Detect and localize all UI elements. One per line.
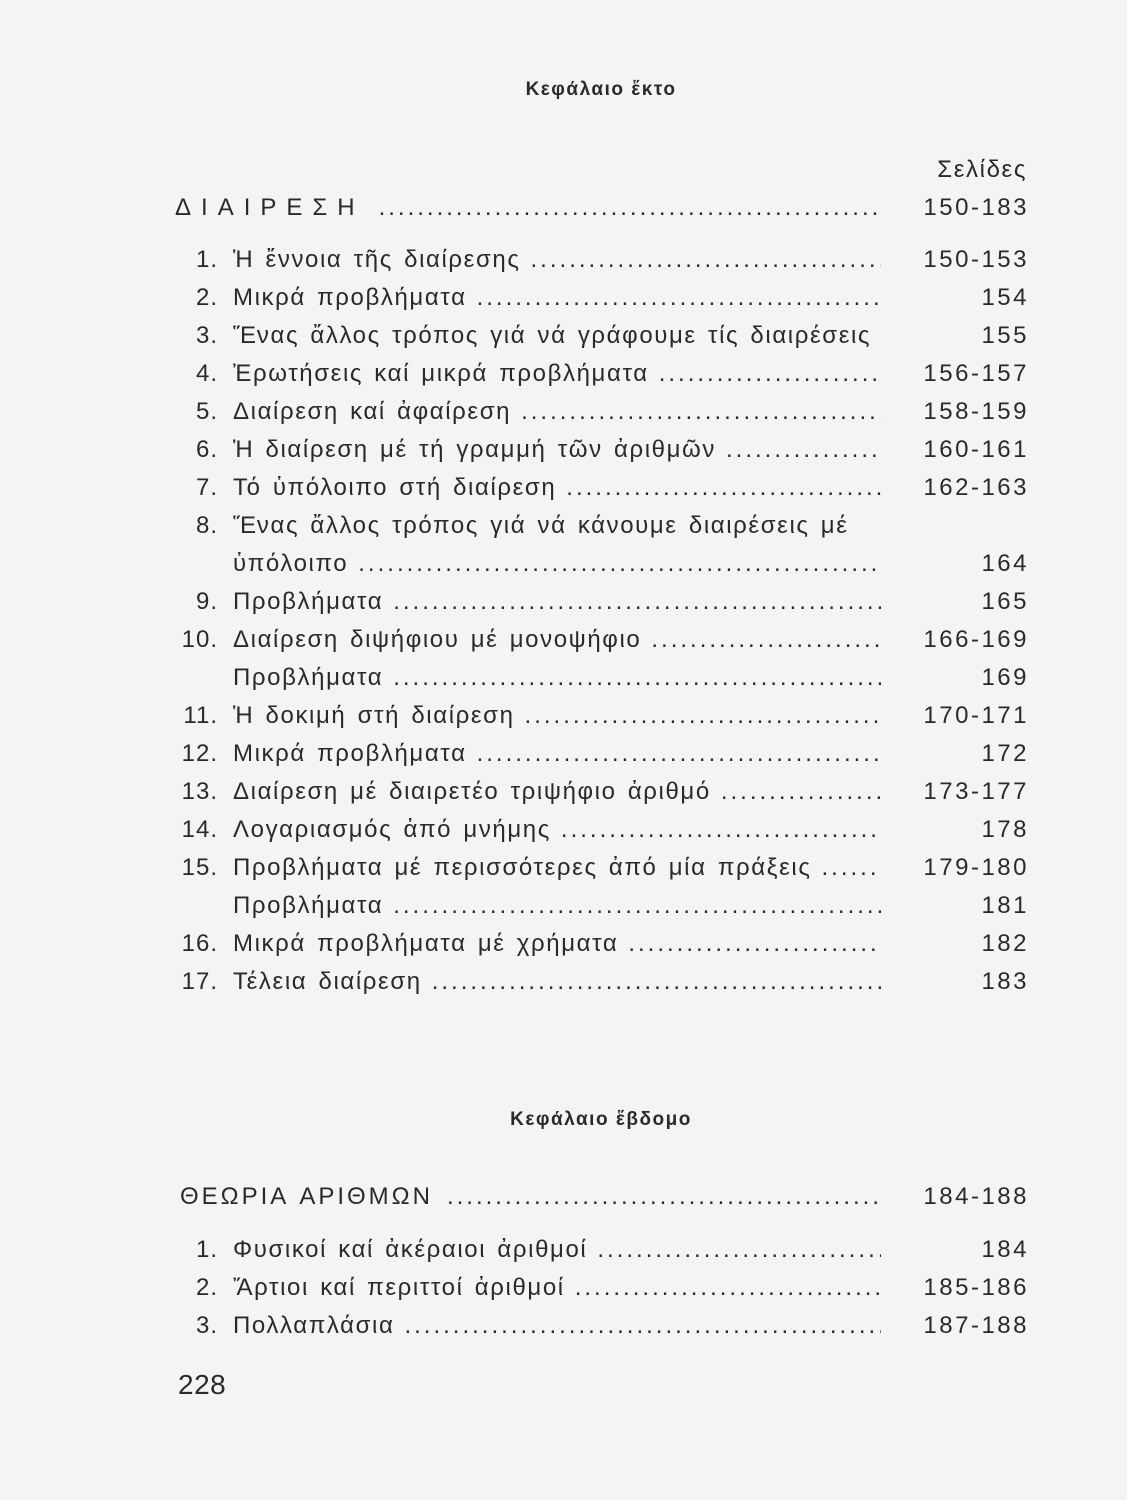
- entry-title: Ἡ ἔννοια τῆς διαίρεσης: [233, 246, 521, 273]
- entry-number: 10.: [181, 626, 218, 653]
- entry-pages: 169: [981, 664, 1029, 691]
- entry-number: 17.: [181, 968, 218, 995]
- entry-number: 3.: [195, 1312, 218, 1339]
- entry-number: 15.: [181, 854, 218, 881]
- section-pages: 150-183: [923, 194, 1029, 221]
- section-title: ΔΙΑΙΡΕΣΗ: [175, 194, 365, 221]
- toc-list: [175, 1231, 1027, 1345]
- entry-pages: 158-159: [923, 398, 1029, 425]
- toc-entry: [175, 355, 1027, 393]
- toc-entry: [175, 811, 1027, 849]
- entry-number: 4.: [195, 360, 218, 387]
- entry-title: Προβλήματα: [233, 664, 384, 691]
- toc-entry: [175, 697, 1027, 735]
- dot-leader: [447, 1178, 881, 1216]
- section-heading-row: [175, 1178, 1027, 1216]
- entry-number: 2.: [195, 1274, 218, 1301]
- entry-number: 5.: [195, 398, 218, 425]
- entry-pages: 173-177: [923, 778, 1029, 805]
- toc-list: [175, 241, 1027, 1001]
- toc-entry: [175, 241, 1027, 279]
- entry-pages: 170-171: [923, 702, 1029, 729]
- entry-pages: 185-186: [923, 1274, 1029, 1301]
- chapter-title: Κεφάλαιο ἕκτο: [525, 79, 677, 100]
- entry-number: 12.: [181, 740, 218, 767]
- dot-leader: [477, 735, 881, 773]
- entry-pages: 150-153: [923, 246, 1029, 273]
- entry-number: 3.: [195, 322, 218, 349]
- dot-leader: [393, 659, 881, 697]
- toc-entry: [175, 773, 1027, 811]
- entry-number: 2.: [195, 284, 218, 311]
- section-heading: [175, 1178, 1027, 1216]
- dot-leader: [477, 279, 881, 317]
- entry-title: Ἡ διαίρεση μέ τή γραμμή τῶν ἀριθμῶν: [233, 436, 716, 463]
- entry-title: Προβλήματα: [233, 588, 384, 615]
- entry-title: Ἡ δοκιμή στή διαίρεση: [233, 702, 515, 729]
- entry-title: Προβλήματα: [233, 892, 384, 919]
- entry-pages: 162-163: [923, 474, 1029, 501]
- dot-leader: [726, 431, 881, 469]
- entry-number: 6.: [195, 436, 218, 463]
- entry-pages: 181: [981, 892, 1029, 919]
- entry-title: Τέλεια διαίρεση: [233, 968, 422, 995]
- entry-title: Πολλαπλάσια: [233, 1312, 395, 1339]
- entry-number: 9.: [195, 588, 218, 615]
- entry-title: Προβλήματα μέ περισσότερες ἀπό μία πράξεις: [233, 854, 812, 881]
- entry-number: 13.: [181, 778, 218, 805]
- dot-leader: [404, 1307, 881, 1345]
- toc-entry: [175, 621, 1027, 659]
- dot-leader: [721, 773, 881, 811]
- toc-entry-continuation: [175, 545, 1027, 583]
- entry-number: 8.: [195, 512, 218, 539]
- page-number: 228: [178, 1369, 227, 1400]
- entry-title: Ἕνας ἄλλος τρόπος γιά νά γράφουμε τίς διαιρέσεις: [233, 322, 872, 349]
- dot-leader: [521, 393, 881, 431]
- section-pages: 184-188: [923, 1183, 1029, 1210]
- entry-number: 11.: [183, 702, 218, 729]
- dot-leader: [393, 887, 881, 925]
- toc-entry: [175, 431, 1027, 469]
- entry-title: Τό ὑπόλοιπο στή διαίρεση: [233, 474, 557, 501]
- dot-leader: [628, 925, 881, 963]
- dot-leader: [432, 963, 881, 1001]
- toc-subentry: [175, 659, 1027, 697]
- dot-leader: [358, 545, 881, 583]
- entry-title: Ἐρωτήσεις καί μικρά προβλήματα: [233, 360, 649, 387]
- toc-entry: [175, 925, 1027, 963]
- entry-pages: 172: [981, 740, 1029, 767]
- entry-number: 7.: [195, 474, 218, 501]
- entry-title: Διαίρεση μέ διαιρετέο τριψήφιο ἀριθμό: [233, 778, 711, 805]
- toc-entry: [175, 583, 1027, 621]
- entry-pages: 154: [981, 284, 1029, 311]
- entry-pages: 182: [981, 930, 1029, 957]
- entry-pages: 155: [981, 322, 1029, 349]
- dot-leader: [822, 849, 882, 887]
- toc-entry: [175, 1231, 1027, 1269]
- entry-pages: 165: [981, 588, 1029, 615]
- toc-entry: [175, 393, 1027, 431]
- section-heading-row: [175, 189, 1027, 227]
- pages-column-label: Σελίδες: [937, 156, 1027, 183]
- entry-title: Διαίρεση καί ἀφαίρεση: [233, 398, 512, 425]
- entry-title: Φυσικοί καί ἀκέραιοι ἀριθμοί: [233, 1236, 588, 1263]
- toc-entry: [175, 469, 1027, 507]
- entry-pages: 178: [981, 816, 1029, 843]
- chapter-title: Κεφάλαιο ἕβδομο: [510, 1109, 692, 1130]
- section-title: ΘΕΩΡΙΑ ΑΡΙΘΜΩΝ: [180, 1183, 433, 1210]
- entry-pages: 183: [981, 968, 1029, 995]
- entry-title-continued: ὑπόλοιπο: [233, 550, 349, 577]
- entry-pages: 160-161: [923, 436, 1029, 463]
- toc-entry: [175, 507, 1027, 545]
- entry-pages: 187-188: [923, 1312, 1029, 1339]
- dot-leader: [531, 241, 881, 279]
- toc-entry: [175, 1269, 1027, 1307]
- dot-leader: [379, 189, 881, 227]
- toc-entry: [175, 1307, 1027, 1345]
- entry-pages: 164: [981, 550, 1029, 577]
- entry-pages: 184: [981, 1236, 1029, 1263]
- dot-leader: [566, 469, 881, 507]
- dot-leader: [659, 355, 881, 393]
- entry-title: Ἄρτιοι καί περιττοί ἀριθμοί: [233, 1274, 565, 1301]
- toc-subentry: [175, 887, 1027, 925]
- entry-pages: 179-180: [923, 854, 1029, 881]
- entry-title: Διαίρεση διψήφιου μέ μονοψήφιο: [233, 626, 642, 653]
- entry-pages: 156-157: [923, 360, 1029, 387]
- entry-title: Ἕνας ἄλλος τρόπος γιά νά κάνουμε διαιρέσεις μέ: [233, 512, 849, 539]
- entry-title: Μικρά προβλήματα: [233, 284, 467, 311]
- entry-title: Μικρά προβλήματα μέ χρήματα: [233, 930, 619, 957]
- toc-entry: [175, 963, 1027, 1001]
- entry-number: 1.: [195, 1236, 218, 1263]
- toc-entry: [175, 317, 1027, 355]
- toc-entry: [175, 849, 1027, 887]
- dot-leader: [525, 697, 881, 735]
- section-heading: [175, 189, 1027, 227]
- dot-leader: [597, 1231, 881, 1269]
- dot-leader: [575, 1269, 881, 1307]
- dot-leader: [561, 811, 881, 849]
- entry-number: 1.: [195, 246, 218, 273]
- dot-leader: [651, 621, 881, 659]
- entry-title: Λογαριασμός ἀπό μνήμης: [233, 816, 551, 843]
- toc-entry: [175, 735, 1027, 773]
- entry-number: 14.: [181, 816, 218, 843]
- entry-pages: 166-169: [923, 626, 1029, 653]
- toc-entry: [175, 279, 1027, 317]
- dot-leader: [393, 583, 881, 621]
- entry-title: Μικρά προβλήματα: [233, 740, 467, 767]
- entry-number: 16.: [181, 930, 218, 957]
